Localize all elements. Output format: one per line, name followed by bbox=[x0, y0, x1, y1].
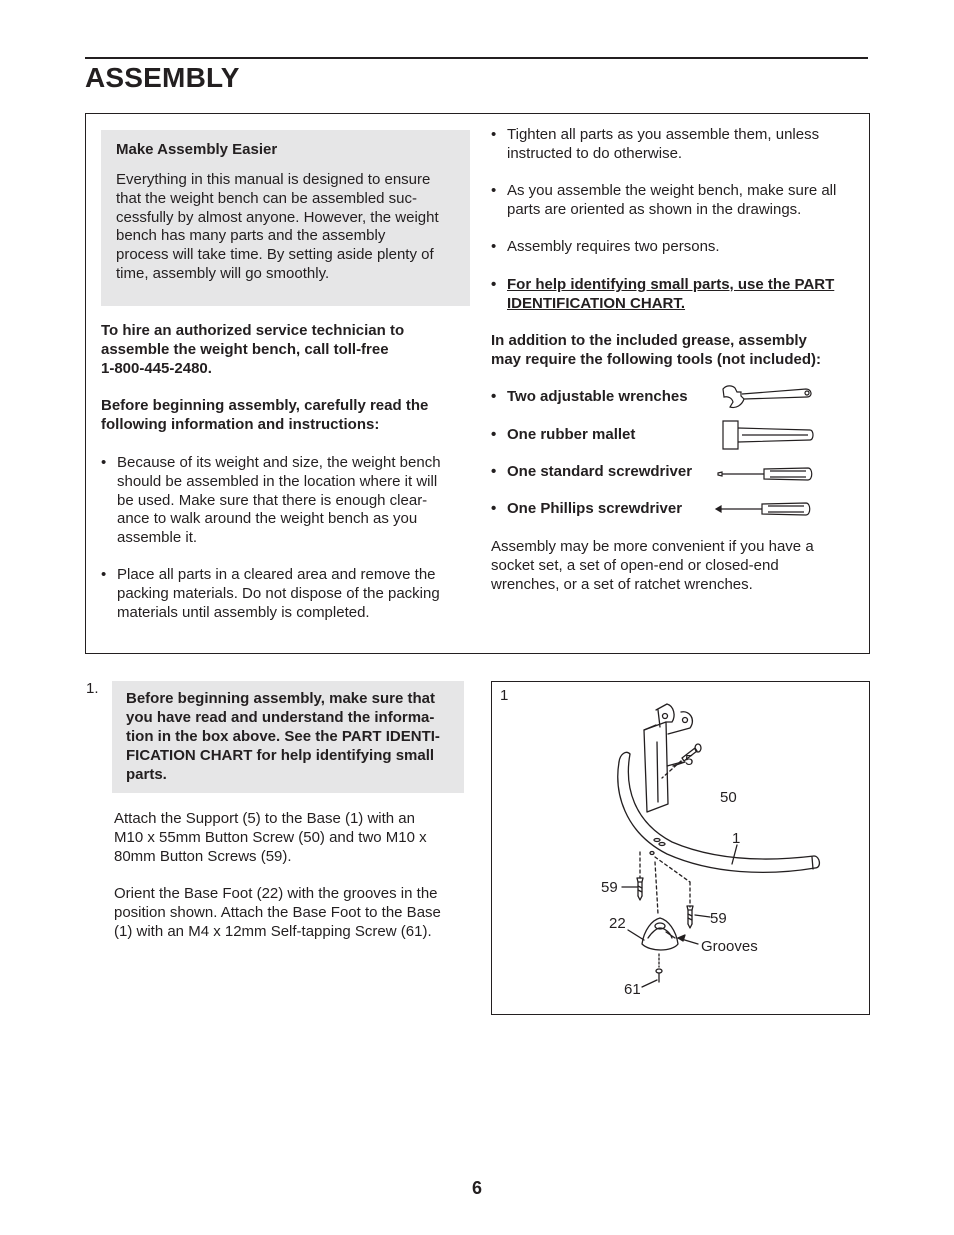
bullet-icon: • bbox=[101, 454, 107, 471]
tool-label: One rubber mallet bbox=[507, 426, 636, 443]
page-number: 6 bbox=[471, 1178, 482, 1198]
callout-grooves: Grooves bbox=[701, 938, 758, 955]
bullet-icon: • bbox=[491, 426, 497, 443]
callout-base: 1 bbox=[732, 830, 741, 847]
assembly-drawing bbox=[492, 682, 868, 1013]
phillips-screwdriver-icon bbox=[714, 500, 814, 518]
list-item: • As you assemble the weight bench, make sure all parts are oriented as shown in the drawings. bbox=[491, 182, 837, 218]
page-title: ASSEMBLY bbox=[85, 62, 240, 93]
step-instruction-base-foot: Orient the Base Foot (22) with the grooves in the position shown. Attach the Base Foot to the Base (1) with an M4 x 12mm Self-tapping Screw (61). bbox=[114, 885, 441, 940]
callout-button-screw-50: 50 bbox=[720, 789, 737, 806]
bullet-icon: • bbox=[101, 566, 107, 583]
convenient-tools-note: Assembly may be more convenient if you have a socket set, a set of open-end or closed-end wrenches, or a set of ratchet wrenches. bbox=[491, 538, 814, 593]
assembly-figure bbox=[491, 681, 870, 1015]
rubber-mallet-icon bbox=[720, 418, 816, 452]
header-rule bbox=[85, 57, 868, 59]
tool-label: Two adjustable wrenches bbox=[507, 388, 688, 405]
easier-title: Make Assembly Easier bbox=[116, 141, 278, 158]
bullet-icon: • bbox=[491, 500, 497, 517]
figure-number: 1 bbox=[500, 687, 509, 704]
list-item: • Tighten all parts as you assemble them, unless instructed to do otherwise. bbox=[491, 126, 820, 162]
step-instruction-support: Attach the Support (5) to the Base (1) with an M10 x 55mm Button Screw (50) and two M10 x 80mm Button Screws (59). bbox=[114, 810, 427, 865]
technician-notice: To hire an authorized service technician to assemble the weight bench, call toll-free 1-800-445-2480. bbox=[101, 322, 405, 377]
standard-screwdriver-icon bbox=[716, 465, 816, 483]
bullet-icon: • bbox=[491, 276, 497, 293]
step-note-text: Before beginning assembly, make sure that you have read and understand the informa- tion in the box above. See the PART IDENTI- FICATION CHART for help identifying small parts. bbox=[126, 690, 440, 783]
bullet-icon: • bbox=[491, 238, 497, 255]
callout-screw-59-left: 59 bbox=[601, 879, 618, 896]
callout-support: 5 bbox=[685, 752, 694, 769]
callout-screw-59-right: 59 bbox=[710, 910, 727, 927]
list-item: • Because of its weight and size, the weight bench should be assembled in the location where it will be used. Make sure that there is enough clear- ance to walk around the weight bench as you assemble it. bbox=[101, 454, 441, 547]
list-item: • Place all parts in a cleared area and remove the packing materials. Do not dispose of the packing materials until assembly is completed. bbox=[101, 566, 440, 621]
adjustable-wrench-icon bbox=[720, 383, 816, 413]
before-beginning-heading: Before beginning assembly, carefully read the following information and instructions: bbox=[101, 397, 429, 433]
tool-label: One Phillips screwdriver bbox=[507, 500, 683, 517]
callout-screw-61: 61 bbox=[624, 981, 641, 998]
bullet-icon: • bbox=[491, 126, 497, 143]
easier-text: Everything in this manual is designed to ensure that the weight bench can be assembled suc- cessfully by almost anyone. However, the weight bench has many parts and the assembly process will take time. By setting aside plenty of time, assembly will go smoothly. bbox=[116, 171, 439, 282]
part-identification-link[interactable]: • For help identifying small parts, use the PART IDENTIFICATION CHART. bbox=[491, 276, 835, 312]
tools-intro: In addition to the included grease, assembly may require the following tools (not included): bbox=[491, 332, 821, 368]
tool-label: One standard screwdriver bbox=[507, 463, 693, 480]
bullet-icon: • bbox=[491, 388, 497, 405]
bullet-icon: • bbox=[491, 182, 497, 199]
callout-base-foot: 22 bbox=[609, 915, 626, 932]
bullet-icon: • bbox=[491, 463, 497, 480]
list-item: • Assembly requires two persons. bbox=[491, 238, 720, 255]
step-number: 1. bbox=[86, 680, 99, 697]
